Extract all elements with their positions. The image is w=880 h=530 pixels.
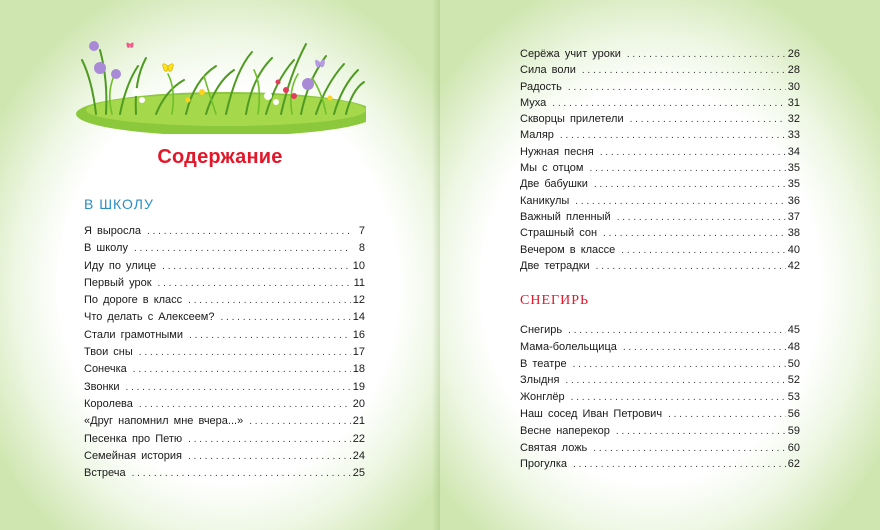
dot-leader — [133, 361, 351, 378]
toc-entry — [84, 258, 365, 275]
toc-entry-page-number: 26 — [787, 48, 800, 60]
toc-entry-title: Что делать с Алексеем? — [84, 311, 215, 324]
toc-entry-title: Встреча — [84, 467, 126, 480]
toc-entry — [84, 448, 365, 465]
toc-entry-page-number: 32 — [787, 113, 800, 126]
toc-entry-page-number: 62 — [787, 458, 800, 471]
toc-entry-page-number: 36 — [787, 194, 800, 207]
dot-leader — [573, 357, 786, 374]
dot-leader — [593, 441, 785, 458]
toc-entry-page-number: 30 — [787, 80, 800, 93]
toc-entry-title: Две тетрадки — [520, 259, 590, 272]
section-heading-snegir: СНЕГИРЬ — [520, 293, 590, 308]
toc-entry — [84, 275, 365, 292]
toc-entry — [520, 242, 800, 258]
toc-entry — [84, 379, 365, 396]
toc-entry-page-number: 28 — [787, 64, 800, 77]
toc-entry-title: Прогулка — [520, 458, 568, 471]
toc-entry-title: По дороге в класс — [84, 294, 183, 307]
toc-entry-title: Семейная история — [84, 449, 182, 462]
toc-entry-page-number: 53 — [787, 391, 800, 404]
toc-entry-page-number: 31 — [787, 96, 800, 109]
dot-leader — [617, 210, 786, 226]
dot-leader — [158, 275, 351, 292]
dot-leader — [621, 243, 785, 259]
toc-entry — [520, 356, 800, 373]
toc-entry-title: Я выросла — [84, 225, 142, 237]
toc-entry — [520, 423, 800, 440]
toc-entry — [520, 160, 800, 176]
toc-entry-title: Наш сосед Иван Петрович — [520, 407, 663, 420]
toc-entry — [84, 431, 365, 448]
toc-entry — [84, 327, 365, 344]
toc-entry-title: Песенка про Петю — [84, 432, 183, 445]
toc-entry — [84, 396, 365, 413]
toc-entry-title: Весне наперекор — [520, 424, 610, 437]
toc-entry — [84, 292, 365, 309]
toc-entry-page-number: 59 — [787, 424, 800, 437]
toc-entry — [520, 79, 800, 95]
toc-entry-page-number: 17 — [352, 346, 365, 359]
toc-entry — [520, 144, 800, 160]
toc-entry-title: Важный пленный — [520, 210, 611, 223]
toc-entry-page-number: 21 — [352, 415, 365, 428]
dot-leader — [582, 63, 786, 79]
toc-entry-page-number: 22 — [352, 432, 365, 445]
dot-leader — [189, 327, 351, 344]
toc-entry — [84, 240, 365, 257]
dot-leader — [630, 112, 786, 128]
dot-leader — [134, 240, 351, 257]
dot-leader — [188, 292, 351, 309]
meadow-illustration — [76, 30, 366, 134]
toc-entry — [84, 223, 365, 240]
toc-entry-page-number: 7 — [358, 225, 365, 237]
toc-entry — [520, 193, 800, 209]
page-title: Содержание — [157, 146, 283, 168]
dot-leader — [568, 80, 786, 96]
toc-entry-title: Злыдня — [520, 374, 560, 387]
dot-leader — [596, 259, 786, 275]
toc-entry — [520, 209, 800, 225]
dot-leader — [552, 96, 785, 112]
dot-leader — [139, 396, 351, 413]
toc-entry-title: Скворцы прилетели — [520, 113, 624, 126]
toc-entry — [520, 176, 800, 192]
toc-entry — [84, 465, 365, 482]
toc-entry-page-number: 34 — [787, 145, 800, 158]
toc-entry — [520, 440, 800, 457]
dot-leader — [600, 145, 786, 161]
dot-leader — [616, 424, 786, 441]
toc-entry — [520, 225, 800, 241]
toc-entry-title: Первый урок — [84, 276, 152, 289]
toc-entry-title: Муха — [520, 96, 547, 109]
toc-entry-title: Мы с отцом — [520, 162, 584, 175]
toc-entry — [84, 361, 365, 378]
toc-entry-title: «Друг напомнил мне вчера...» — [84, 415, 244, 428]
toc-entry-page-number: 8 — [358, 242, 365, 255]
toc-list-snegir — [520, 322, 800, 473]
toc-entry — [520, 406, 800, 423]
toc-entry — [84, 344, 365, 361]
toc-entry-page-number: 35 — [787, 178, 800, 191]
toc-entry-page-number: 56 — [787, 407, 800, 420]
dot-leader — [571, 390, 786, 407]
toc-entry — [84, 413, 365, 430]
toc-entry-title: Радость — [520, 80, 562, 93]
toc-entry-title: Сонечка — [84, 363, 127, 376]
toc-entry-page-number: 19 — [352, 380, 365, 393]
toc-entry-title: Две бабушки — [520, 178, 588, 191]
toc-entry — [520, 456, 800, 473]
dot-leader — [575, 194, 785, 210]
toc-entry-page-number: 45 — [787, 324, 800, 336]
toc-entry-title: Стали грамотными — [84, 328, 184, 341]
toc-entry-title: Святая ложь — [520, 441, 588, 454]
toc-entry-page-number: 35 — [787, 162, 800, 175]
toc-entry-page-number: 60 — [787, 441, 800, 454]
dot-leader — [188, 431, 351, 448]
dot-leader — [589, 161, 785, 177]
toc-list-continued — [520, 46, 800, 274]
toc-entry-page-number: 38 — [787, 227, 800, 240]
toc-entry-page-number: 48 — [787, 340, 800, 353]
dot-leader — [573, 457, 786, 474]
toc-entry-title: Каникулы — [520, 194, 570, 207]
toc-entry-title: Вечером в классе — [520, 243, 616, 256]
toc-entry — [520, 339, 800, 356]
toc-entry — [520, 95, 800, 111]
toc-entry — [84, 309, 365, 326]
dot-leader — [668, 407, 786, 424]
toc-entry — [520, 111, 800, 127]
dot-leader — [249, 413, 351, 430]
dot-leader — [188, 448, 351, 465]
toc-entry-title: Серёжа учит уроки — [520, 48, 621, 60]
toc-entry-title: В театре — [520, 357, 567, 370]
toc-entry-title: Нужная песня — [520, 145, 594, 158]
dot-leader — [221, 309, 351, 326]
toc-entry-page-number: 37 — [787, 210, 800, 223]
toc-entry-title: Твои сны — [84, 346, 133, 359]
dot-leader — [126, 379, 351, 396]
toc-entry — [520, 46, 800, 62]
dot-leader — [139, 344, 351, 361]
dot-leader — [623, 340, 786, 357]
toc-entry-page-number: 16 — [352, 328, 365, 341]
dot-leader — [132, 465, 351, 482]
toc-entry-title: Снегирь — [520, 324, 563, 336]
toc-entry-page-number: 24 — [352, 449, 365, 462]
toc-entry-page-number: 33 — [787, 129, 800, 142]
toc-entry-title: Страшный сон — [520, 227, 598, 240]
toc-entry — [520, 322, 800, 339]
toc-entry — [520, 127, 800, 143]
toc-entry-page-number: 52 — [787, 374, 800, 387]
toc-entry — [520, 258, 800, 274]
toc-entry — [520, 62, 800, 78]
dot-leader — [568, 323, 786, 340]
toc-entry — [520, 389, 800, 406]
toc-entry-page-number: 11 — [353, 276, 365, 289]
dot-leader — [603, 226, 786, 242]
toc-entry-page-number: 50 — [787, 357, 800, 370]
dot-leader — [560, 128, 786, 144]
dot-leader — [627, 47, 786, 63]
dot-leader — [147, 223, 351, 240]
toc-entry-page-number: 42 — [787, 259, 800, 272]
toc-entry-title: Жонглёр — [520, 391, 565, 404]
right-page — [440, 0, 880, 530]
toc-entry — [520, 372, 800, 389]
toc-entry-page-number: 25 — [352, 467, 365, 480]
toc-entry-page-number: 18 — [352, 363, 365, 376]
dot-leader — [565, 373, 785, 390]
toc-entry-title: Сила воли — [520, 64, 576, 77]
toc-entry-title: Иду по улице — [84, 259, 157, 272]
dot-leader — [594, 177, 786, 193]
toc-entry-title: В школу — [84, 242, 128, 255]
toc-entry-page-number: 12 — [352, 294, 365, 307]
toc-entry-page-number: 10 — [352, 259, 365, 272]
toc-entry-title: Маляр — [520, 129, 554, 142]
section-heading-v-shkolu: В ШКОЛУ — [84, 196, 154, 212]
toc-entry-page-number: 40 — [787, 243, 800, 256]
toc-entry-page-number: 14 — [352, 311, 365, 324]
toc-list-v-shkolu — [84, 223, 365, 482]
toc-entry-title: Звонки — [84, 380, 120, 393]
toc-entry-title: Королева — [84, 397, 133, 410]
toc-entry-title: Мама-болельщица — [520, 340, 617, 353]
toc-entry-page-number: 20 — [352, 397, 365, 410]
dot-leader — [162, 258, 351, 275]
